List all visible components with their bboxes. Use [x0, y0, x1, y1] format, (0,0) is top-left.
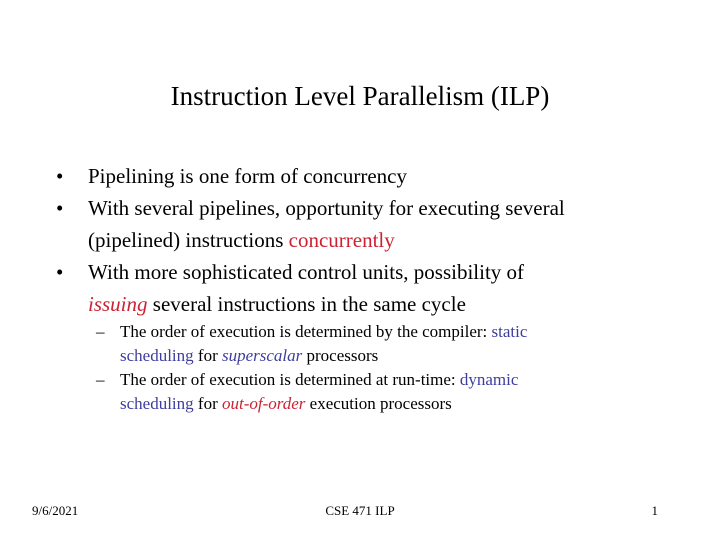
bullet-marker: • [56, 196, 64, 220]
highlight-concurrently: concurrently [288, 228, 395, 252]
bullet-text-continued: (pipelined) instructions [88, 228, 289, 252]
sub-bullet-text: execution processors [305, 394, 452, 413]
bullet-list [56, 160, 696, 320]
sub-bullet-list [96, 320, 696, 416]
sub-bullet-text: The order of execution is determined by the compiler: [120, 322, 492, 341]
bullet-item [56, 256, 696, 320]
keyword-out-of-order: out-of-order [221, 394, 306, 413]
sub-bullet-item [96, 320, 696, 368]
sub-bullet-text: for [193, 346, 222, 365]
keyword-superscalar: superscalar [221, 346, 303, 365]
sub-bullet-text: for [193, 394, 222, 413]
bullet-text-continued: several instructions in the same cycle [147, 292, 466, 316]
bullet-text: Pipelining is one form of concurrency [88, 164, 407, 188]
bullet-item [56, 160, 696, 192]
keyword-dynamic: dynamic [459, 370, 519, 389]
sub-bullet-text: processors [302, 346, 379, 365]
bullet-text: With more sophisticated control units, possibility of [88, 260, 525, 284]
sub-bullet-marker: – [96, 370, 105, 389]
bullet-item [56, 192, 696, 256]
highlight-issuing: issuing [88, 292, 148, 316]
bullet-text: With several pipelines, opportunity for executing several [88, 196, 565, 220]
footer-date: 9/6/2021 [32, 503, 79, 518]
slide-title: Instruction Level Parallelism (ILP) [170, 81, 550, 111]
footer-title: CSE 471 ILP [325, 503, 395, 518]
sub-bullet-item [96, 368, 696, 416]
keyword-static: static [491, 322, 528, 341]
keyword-scheduling: scheduling [120, 346, 194, 365]
page-number: 1 [651, 503, 658, 518]
sub-bullet-marker: – [96, 322, 105, 341]
bullet-marker: • [56, 164, 64, 188]
sub-bullet-text: The order of execution is determined at run-time: [120, 370, 460, 389]
bullet-marker: • [56, 260, 64, 284]
keyword-scheduling: scheduling [120, 394, 194, 413]
